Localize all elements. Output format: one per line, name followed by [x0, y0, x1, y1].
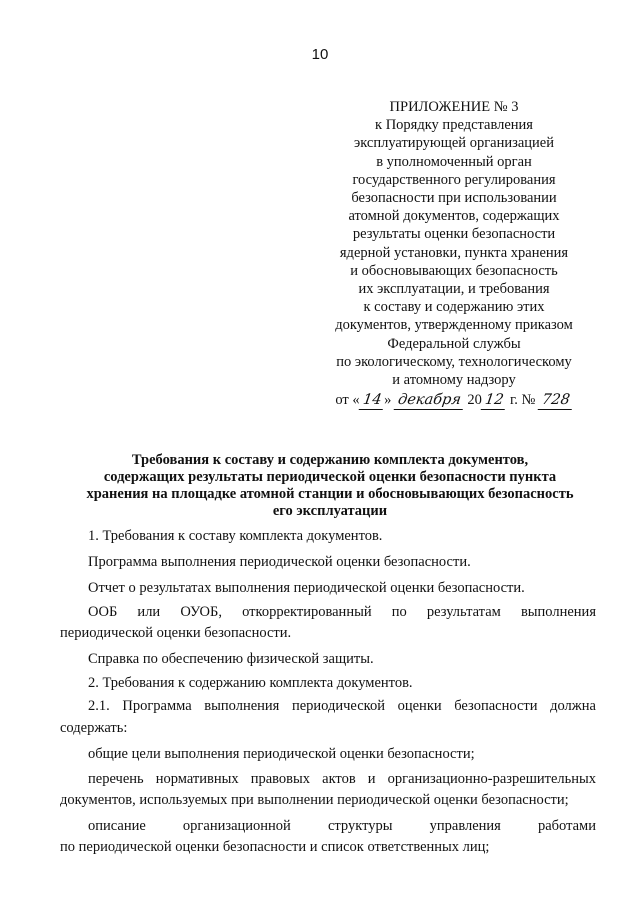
appendix-line: ядерной установки, пункта хранения: [339, 244, 569, 261]
date-prefix: от «: [335, 392, 360, 409]
appendix-line: к Порядку представления: [375, 117, 533, 134]
appendix-line: документов, утвержденному приказом: [335, 317, 573, 334]
title-line: хранения на площадке атомной станции и обосновывающих безопасность: [86, 486, 574, 502]
title-line: содержащих результаты периодической оценки безопасности пункта: [103, 469, 557, 485]
document-title: [60, 452, 600, 520]
appendix-line: результаты оценки безопасности: [352, 226, 556, 243]
paragraph: общие цели выполнения периодической оценки безопасности;: [88, 746, 475, 762]
date-separator: »: [384, 392, 392, 409]
appendix-line: и обосновывающих безопасность: [350, 262, 558, 279]
handwritten-order-number: 728: [538, 391, 574, 410]
paragraph-line: перечень нормативных правовых актов и организационно-разрешительных: [88, 771, 596, 787]
handwritten-day: 14: [358, 391, 385, 410]
appendix-line: эксплуатирующей организацией: [354, 135, 554, 152]
title-line: его эксплуатации: [272, 503, 388, 519]
appendix-line: атомной документов, содержащих: [348, 208, 560, 225]
paragraph: Справка по обеспечению физической защиты.: [88, 651, 374, 667]
handwritten-year: 12: [481, 391, 508, 410]
appendix-line: Федеральной службы: [387, 335, 521, 352]
paragraph-line: ООБ или ОУОБ, откорректированный по результатам выполнения: [88, 604, 596, 620]
order-date-line: [324, 391, 584, 410]
appendix-line: к составу и содержанию этих: [363, 299, 545, 316]
appendix-header: [324, 98, 584, 410]
paragraph: Программа выполнения периодической оценки безопасности.: [88, 554, 471, 570]
paragraph-line: содержать:: [60, 720, 128, 736]
appendix-line: ПРИЛОЖЕНИЕ № 3: [389, 99, 519, 115]
paragraph-line: периодической оценки безопасности.: [60, 625, 292, 641]
appendix-line: в уполномоченный орган: [376, 153, 532, 170]
appendix-line: по экологическому, технологическому: [336, 353, 572, 370]
year-prefix: 20: [467, 392, 482, 409]
handwritten-month: декабря: [394, 391, 466, 410]
paragraph: 2. Требования к содержанию комплекта документов.: [88, 675, 413, 691]
year-suffix: г. №: [506, 392, 536, 409]
page-number: 10: [311, 46, 329, 63]
appendix-line: и атомному надзору: [392, 372, 516, 389]
paragraph: Отчет о результатах выполнения периодической оценки безопасности.: [88, 580, 525, 596]
paragraph-line: 2.1. Программа выполнения периодической оценки безопасности должна: [88, 698, 596, 714]
paragraph-line: документов, используемых при выполнении периодической оценки безопасности;: [60, 792, 569, 808]
title-line: Требования к составу и содержанию комплекта документов,: [131, 452, 529, 468]
paragraph-line: по периодической оценки безопасности и список ответственных лиц;: [60, 839, 490, 855]
appendix-line: государственного регулирования: [352, 171, 556, 188]
paragraph-line: описание организационной структуры управления работами: [88, 818, 596, 834]
paragraph: 1. Требования к составу комплекта документов.: [88, 528, 383, 544]
appendix-line: безопасности при использовании: [351, 190, 557, 207]
appendix-line: их эксплуатации, и требования: [358, 281, 550, 298]
